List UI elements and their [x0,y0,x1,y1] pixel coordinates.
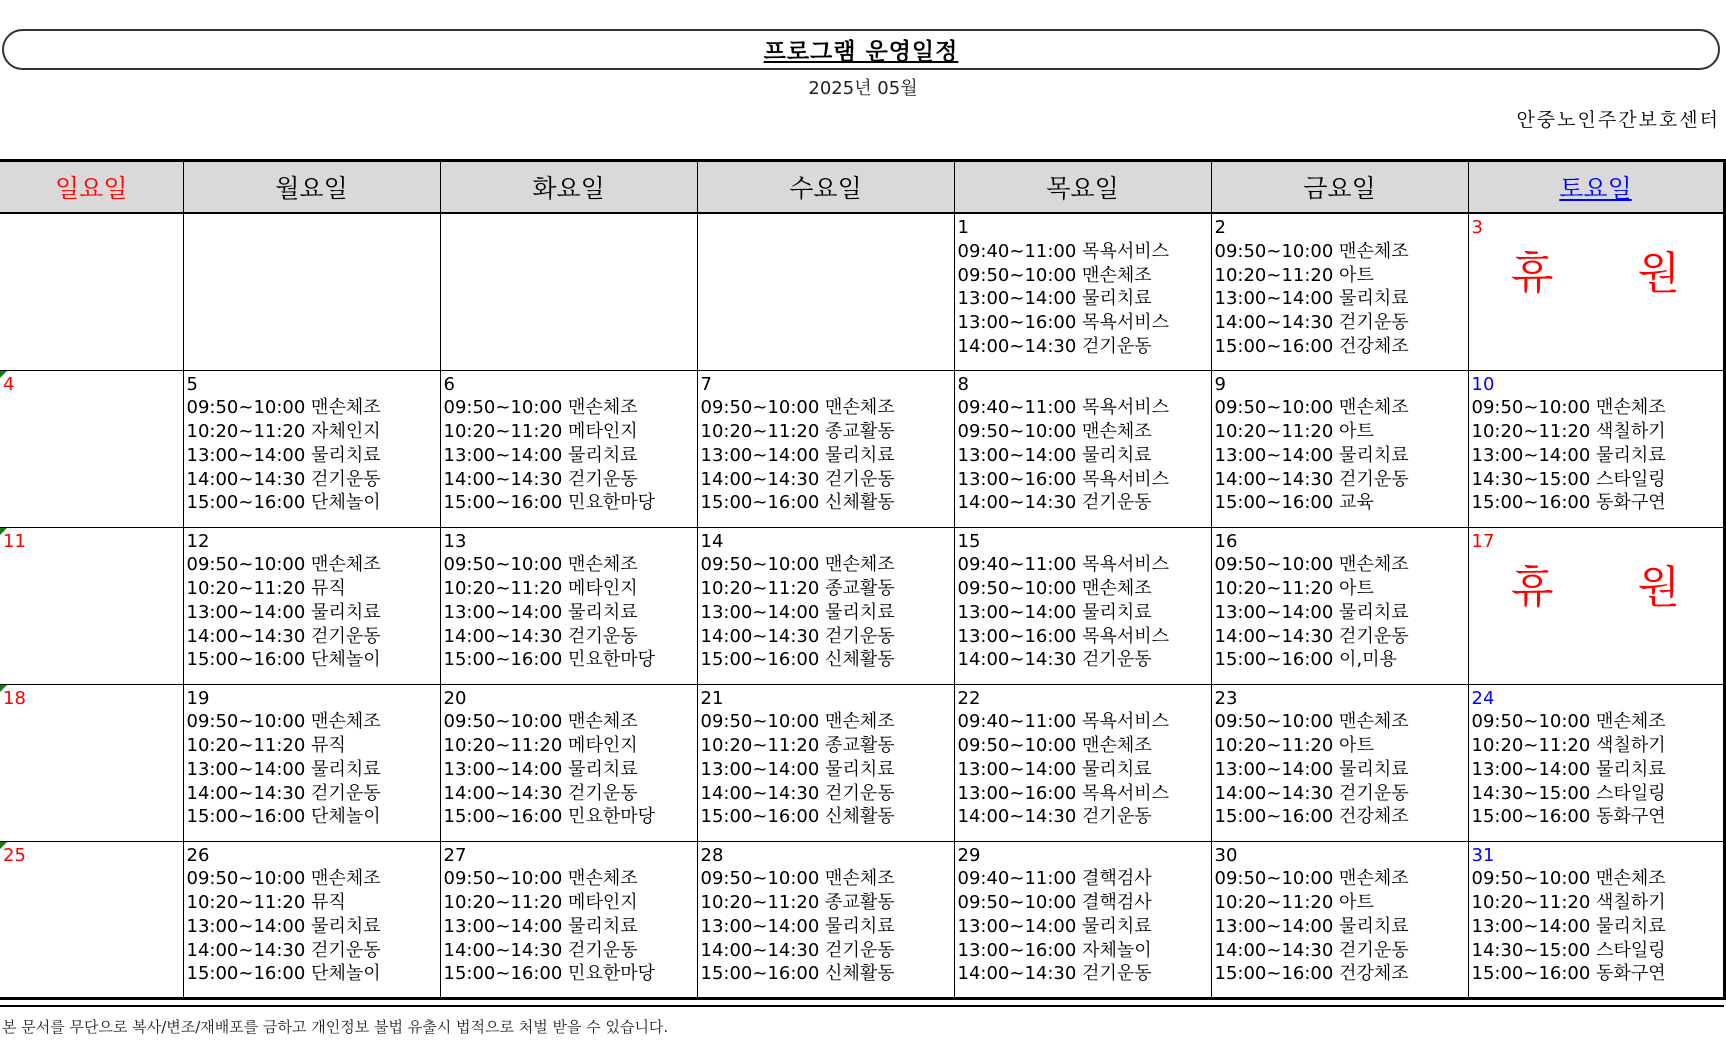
program-entry: 15:00~16:00 건강체조 [1214,335,1409,357]
day-cell [183,527,440,684]
program-entry: 10:20~11:20 아트 [1214,578,1374,600]
day-cell [954,684,1211,841]
day-number: 30 [1214,844,1238,866]
program-entry: 09:50~10:00 맨손체조 [957,735,1152,757]
program-entry: 15:00~16:00 이,미용 [1214,649,1397,671]
day-cell [183,213,440,370]
day-number: 29 [957,844,981,866]
day-cell [183,841,440,998]
program-entry: 13:00~14:00 물리치료 [186,758,381,780]
day-cell [954,527,1211,684]
day-number: 10 [1471,373,1495,395]
program-entry: 09:50~10:00 맨손체조 [443,868,638,890]
day-cell [440,841,697,998]
program-entry: 14:00~14:30 걷기운동 [1214,312,1409,334]
program-entry: 13:00~16:00 목욕서비스 [957,312,1169,334]
day-cell [1211,370,1468,527]
program-entry: 14:00~14:30 걷기운동 [700,625,895,647]
program-entry: 15:00~16:00 교육 [1214,492,1374,514]
program-entry: 14:00~14:30 걷기운동 [957,963,1152,985]
day-cell [697,841,954,998]
day-number: 9 [1214,373,1226,395]
program-entry: 13:00~14:00 물리치료 [1214,601,1409,623]
program-entry: 14:00~14:30 걷기운동 [700,468,895,490]
program-entry: 09:50~10:00 맨손체조 [443,711,638,733]
day-number: 11 [3,530,26,552]
program-entry: 13:00~16:00 자체놀이 [957,939,1152,961]
program-entry: 13:00~14:00 물리치료 [700,758,895,780]
program-entry: 14:00~14:30 걷기운동 [957,649,1152,671]
program-entry: 15:00~16:00 단체놀이 [186,963,381,985]
page-title: 프로그램 운영일정 [763,39,959,65]
weekday-header-row [0,161,1724,214]
program-entry: 10:20~11:20 메타인지 [443,421,638,443]
program-entry: 14:00~14:30 걷기운동 [443,939,638,961]
program-entry: 13:00~14:00 물리치료 [1471,444,1666,466]
program-entry: 10:20~11:20 메타인지 [443,892,638,914]
day-cell [440,527,697,684]
program-entry: 13:00~14:00 물리치료 [1214,288,1409,310]
program-entry: 14:00~14:30 걷기운동 [443,468,638,490]
day-cell [697,370,954,527]
comment-indicator-icon[interactable] [0,685,7,692]
week-row [0,841,1724,998]
program-entry: 09:50~10:00 맨손체조 [1471,397,1666,419]
day-number: 15 [957,530,981,552]
program-entry: 13:00~16:00 목욕서비스 [957,625,1169,647]
program-entry: 09:40~11:00 결핵검사 [957,868,1152,890]
program-entry: 15:00~16:00 민요한마당 [443,492,655,514]
closed-day-label: 휴 원 [1511,561,1680,613]
program-entry: 09:50~10:00 맨손체조 [700,868,895,890]
program-entry: 15:00~16:00 민요한마당 [443,806,655,828]
program-entry: 10:20~11:20 종교활동 [700,421,895,443]
program-entry: 13:00~14:00 물리치료 [443,758,638,780]
day-number: 2 [1214,217,1226,238]
day-cell [1468,370,1724,527]
day-number: 13 [443,530,467,552]
program-entry: 10:20~11:20 색칠하기 [1471,735,1666,757]
day-number: 27 [443,844,467,866]
program-entry: 13:00~14:00 물리치료 [1214,758,1409,780]
program-entry: 13:00~14:00 물리치료 [957,288,1152,310]
program-entry: 15:00~16:00 신체활동 [700,963,895,985]
program-entry: 09:50~10:00 맨손체조 [186,868,381,890]
program-entry: 13:00~14:00 물리치료 [443,601,638,623]
program-entry: 15:00~16:00 단체놀이 [186,649,381,671]
day-number [3,216,180,240]
day-cell [954,841,1211,998]
program-entry: 13:00~16:00 목욕서비스 [957,782,1169,804]
program-entry: 09:50~10:00 맨손체조 [957,264,1152,286]
day-number: 20 [443,687,467,709]
day-number: 23 [1214,687,1238,709]
program-entry: 15:00~16:00 동화구연 [1471,963,1666,985]
day-number: 4 [3,373,15,395]
program-entry: 13:00~14:00 물리치료 [1471,915,1666,937]
program-entry: 09:50~10:00 맨손체조 [1214,711,1409,733]
program-entry: 15:00~16:00 신체활동 [700,492,895,514]
day-number: 7 [700,373,712,395]
title-banner [2,29,1720,70]
program-entry: 10:20~11:20 자체인지 [186,421,381,443]
day-cell [0,684,183,841]
program-entry: 10:20~11:20 메타인지 [443,735,638,757]
day-cell [183,370,440,527]
program-entry: 13:00~16:00 목욕서비스 [957,468,1169,490]
program-entry: 09:50~10:00 맨손체조 [443,397,638,419]
program-entry: 09:40~11:00 목욕서비스 [957,397,1169,419]
program-entry: 13:00~14:00 물리치료 [186,601,381,623]
day-number [444,216,694,240]
day-cell [1468,841,1724,998]
day-number: 6 [443,373,455,395]
program-entry: 14:00~14:30 걷기운동 [957,806,1152,828]
program-entry: 09:50~10:00 맨손체조 [1214,868,1409,890]
day-cell [0,527,183,684]
calendar-body [0,213,1724,998]
day-cell [697,684,954,841]
day-cell [183,684,440,841]
program-entry: 09:50~10:00 맨손체조 [186,711,381,733]
program-entry: 10:20~11:20 아트 [1214,735,1374,757]
day-cell [954,370,1211,527]
program-entry: 13:00~14:00 물리치료 [443,915,638,937]
program-entry: 09:40~11:00 목욕서비스 [957,240,1169,262]
day-number: 3 [1471,217,1483,238]
weekday-header-friday: 금요일 [1211,161,1468,214]
program-entry: 14:00~14:30 걷기운동 [957,492,1152,514]
program-entry: 10:20~11:20 메타인지 [443,578,638,600]
program-entry: 10:20~11:20 뮤직 [186,578,346,600]
program-entry: 13:00~14:00 물리치료 [957,758,1152,780]
program-entry: 09:50~10:00 맨손체조 [1471,711,1666,733]
program-entry: 15:00~16:00 신체활동 [700,649,895,671]
program-entry: 09:50~10:00 맨손체조 [186,554,381,576]
program-entry: 09:50~10:00 맨손체조 [1214,240,1409,262]
program-entry: 13:00~14:00 물리치료 [957,915,1152,937]
program-entry: 13:00~14:00 물리치료 [1214,915,1409,937]
program-entry: 14:30~15:00 스타일링 [1471,468,1666,490]
program-entry: 09:50~10:00 맨손체조 [957,421,1152,443]
weekday-header-tuesday: 화요일 [440,161,697,214]
day-cell [1468,527,1724,684]
day-number: 22 [957,687,981,709]
comment-indicator-icon[interactable] [0,528,7,535]
program-entry: 14:00~14:30 걷기운동 [1214,782,1409,804]
program-entry: 09:50~10:00 맨손체조 [700,554,895,576]
program-entry: 14:00~14:30 걷기운동 [443,625,638,647]
program-entry: 14:00~14:30 걷기운동 [186,782,381,804]
day-cell [1211,213,1468,370]
program-entry: 14:00~14:30 걷기운동 [443,782,638,804]
program-entry: 13:00~14:00 물리치료 [443,444,638,466]
day-cell [1211,684,1468,841]
day-number: 21 [700,687,724,709]
weekday-header-wednesday: 수요일 [697,161,954,214]
weekday-header-thursday: 목요일 [954,161,1211,214]
copyright-notice: 본 문서를 무단으로 복사/변조/재배포를 금하고 개인정보 불법 유출시 법적으로 처벌 받을 수 있습니다. [2,1018,669,1036]
weekday-header-saturday: 토요일 [1468,161,1724,214]
program-entry: 13:00~14:00 물리치료 [186,915,381,937]
day-cell [954,213,1211,370]
program-entry: 14:00~14:30 걷기운동 [186,625,381,647]
day-number: 26 [186,844,210,866]
program-entry: 14:00~14:30 걷기운동 [1214,625,1409,647]
day-cell [440,684,697,841]
program-entry: 15:00~16:00 단체놀이 [186,806,381,828]
program-entry: 14:30~15:00 스타일링 [1471,939,1666,961]
program-entry: 13:00~14:00 물리치료 [957,601,1152,623]
day-cell [440,213,697,370]
week-row [0,370,1724,527]
program-entry: 09:50~10:00 맨손체조 [443,554,638,576]
day-cell [1468,684,1724,841]
program-entry: 13:00~14:00 물리치료 [700,601,895,623]
program-entry: 10:20~11:20 아트 [1214,264,1374,286]
day-cell [697,527,954,684]
day-number [187,216,437,240]
program-entry: 15:00~16:00 단체놀이 [186,492,381,514]
program-entry: 09:40~11:00 목욕서비스 [957,554,1169,576]
weekday-header-sunday: 일요일 [0,161,183,214]
program-entry: 13:00~14:00 물리치료 [700,444,895,466]
day-number: 17 [1471,530,1495,552]
day-cell [0,841,183,998]
day-number: 12 [186,530,210,552]
program-entry: 14:00~14:30 걷기운동 [700,782,895,804]
program-entry: 15:00~16:00 민요한마당 [443,963,655,985]
program-entry: 14:00~14:30 걷기운동 [1214,939,1409,961]
program-entry: 15:00~16:00 동화구연 [1471,806,1666,828]
day-number: 18 [3,687,26,709]
program-entry: 13:00~14:00 물리치료 [700,915,895,937]
program-entry: 09:40~11:00 목욕서비스 [957,711,1169,733]
program-entry: 10:20~11:20 뮤직 [186,735,346,757]
program-entry: 10:20~11:20 종교활동 [700,735,895,757]
day-cell [1468,213,1724,370]
program-entry: 10:20~11:20 아트 [1214,892,1374,914]
day-number: 1 [957,217,969,238]
program-entry: 10:20~11:20 아트 [1214,421,1374,443]
program-entry: 13:00~14:00 물리치료 [186,444,381,466]
program-entry: 13:00~14:00 물리치료 [957,444,1152,466]
program-entry: 15:00~16:00 동화구연 [1471,492,1666,514]
day-number: 28 [700,844,724,866]
day-number [701,216,951,240]
bottom-divider [0,1005,1724,1007]
program-entry: 10:20~11:20 종교활동 [700,892,895,914]
program-entry: 10:20~11:20 색칠하기 [1471,892,1666,914]
program-entry: 15:00~16:00 건강체조 [1214,806,1409,828]
program-entry: 14:00~14:30 걷기운동 [186,939,381,961]
program-entry: 14:30~15:00 스타일링 [1471,782,1666,804]
week-row [0,684,1724,841]
program-entry: 15:00~16:00 건강체조 [1214,963,1409,985]
program-entry: 15:00~16:00 민요한마당 [443,649,655,671]
day-cell [0,370,183,527]
program-entry: 14:00~14:30 걷기운동 [1214,468,1409,490]
day-cell [697,213,954,370]
day-number: 5 [186,373,198,395]
day-number: 14 [700,530,724,552]
day-number: 16 [1214,530,1238,552]
day-number: 25 [3,844,26,866]
comment-indicator-icon[interactable] [0,371,7,378]
program-entry: 09:50~10:00 결핵검사 [957,892,1152,914]
day-number: 31 [1471,844,1495,866]
organization-name: 안중노인주간보호센터 [1516,109,1720,131]
day-number: 19 [186,687,210,709]
day-cell [0,213,183,370]
day-number: 24 [1471,687,1495,709]
day-number: 8 [957,373,969,395]
day-cell [1211,527,1468,684]
program-entry: 09:50~10:00 맨손체조 [186,397,381,419]
schedule-period: 2025년 05월 [808,78,918,99]
program-entry: 13:00~14:00 물리치료 [1214,444,1409,466]
program-entry: 09:50~10:00 맨손체조 [700,711,895,733]
week-row [0,527,1724,684]
program-entry: 10:20~11:20 종교활동 [700,578,895,600]
program-entry: 10:20~11:20 뮤직 [186,892,346,914]
weekday-header-monday: 월요일 [183,161,440,214]
closed-day-label: 휴 원 [1511,248,1680,299]
program-entry: 09:50~10:00 맨손체조 [1214,554,1409,576]
program-entry: 09:50~10:00 맨손체조 [1214,397,1409,419]
program-entry: 14:00~14:30 걷기운동 [186,468,381,490]
week-row [0,213,1724,370]
program-entry: 13:00~14:00 물리치료 [1471,758,1666,780]
program-entry: 09:50~10:00 맨손체조 [1471,868,1666,890]
program-entry: 09:50~10:00 맨손체조 [957,578,1152,600]
program-entry: 10:20~11:20 색칠하기 [1471,421,1666,443]
day-cell [1211,841,1468,998]
program-entry: 15:00~16:00 신체활동 [700,806,895,828]
program-entry: 14:00~14:30 걷기운동 [957,335,1152,357]
program-entry: 14:00~14:30 걷기운동 [700,939,895,961]
program-entry: 09:50~10:00 맨손체조 [700,397,895,419]
comment-indicator-icon[interactable] [0,842,7,849]
calendar-table [0,159,1726,1000]
day-cell [440,370,697,527]
